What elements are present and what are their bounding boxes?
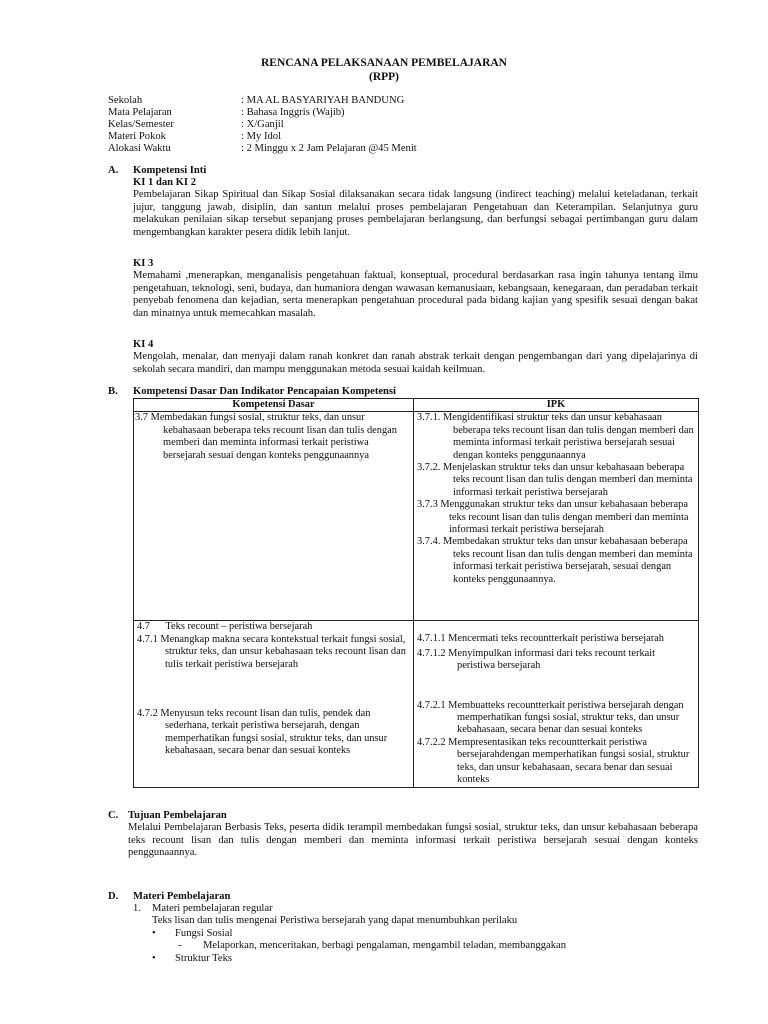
ipk-cell — [414, 412, 699, 621]
section-c-letter: C. — [108, 810, 119, 821]
kd-4-7: 4.7 Teks recount – peristiwa bersejarah — [137, 621, 313, 633]
ipk-3-7-1: 3.7.1. Mengidentifikasi struktur teks dan unsur kebahasaan beberapa teks recount lisan dan tulis dengan memberi dan meminta informasi terkait peristiwa bersejarah sesuai dengan konteks penggunaannya — [417, 412, 694, 461]
ki12-heading: KI 1 dan KI 2 — [133, 177, 196, 188]
info-row-time — [108, 143, 668, 156]
section-b-letter: B. — [108, 386, 118, 397]
bullet-item-social-function: Fungsi Sosial — [175, 928, 233, 939]
section-c-heading: Tujuan Pembelajaran — [128, 810, 227, 821]
section-c-text: Melalui Pembelajaran Berbasis Teks, peserta didik terampil membedakan fungsi sosial, struktur teks, dan unsur kebahasaan beberapa teks recount lisan dan tulis dengan memberi dan meminta informasi terkait peristiwa bersejarah sesuai dengan konteks penggunaannya. — [128, 822, 698, 859]
ipk-3-7-4: 3.7.4. Membedakan struktur teks dan unsur kebahasaan beberapa teks recount lisan dan tulis dengan memberi dan meminta informasi terkait peristiwa bersejarah, sesuai dengan konteks penggunaannya. — [417, 536, 693, 585]
kd-cell — [134, 621, 414, 788]
kd-4-7-2: 4.7.2 Menyusun teks recount lisan dan tulis, pendek dan sederhana, terkait peristiwa bersejarah, dengan memperhatikan fungsi sosial, struktur teks, dan unsur kebahasaan, secara benar dan sesuai konteks — [137, 708, 388, 757]
table-row — [134, 412, 699, 621]
kd-3-7: 3.7 Membedakan fungsi sosial, struktur teks, dan unsur kebahasaan beberapa teks recount lisan dan tulis dengan memberi dan meminta informasi terkait peristiwa bersejarah sesuai dengan konteks penggunaannya — [135, 412, 397, 461]
ki12-text: Pembelajaran Sikap Spiritual dan Sikap Sosial dilaksanakan secara tidak langsung (indirect teaching) melalui keteladanan, terkait jujur, tanggung jawab, disiplin, dan santun melalui proses pembelajaran Pengetahuan dan Keterampilan. Selanjutnya guru melakukan penilaian sikap tersebut sepanjang proses pembelajaran berlangsung, dan berfungsi sebagai pertimbangan guru dalam mengembangkan karakter pesera didik lebih lanjut. — [133, 189, 698, 238]
dash-item-social-function: Melaporkan, menceritakan, berbagi pengalaman, mengambil teladan, membanggakan — [203, 940, 566, 951]
ki3-text: Memahami ,menerapkan, menganalisis pengetahuan faktual, konseptual, procedural berdasarkan rasa ingin tahunya tentang ilmu pengetahuan, teknologi, seni, budaya, dan humaniora dengan wawasan kemanusiaan, kebangsaan, kenegaraan, dan peradaban terkait penyebab fenomena dan kejadian, serta menerapkan pengetahuan procedural pada bidang kajian yang spesifik sesuai dengan bakat dan minatnya untuk memecahkan masalah. — [133, 270, 698, 319]
info-label: Sekolah — [108, 95, 143, 106]
column-header-ipk: IPK — [414, 399, 699, 412]
info-value: : X/Ganjil — [241, 119, 284, 130]
ki3-heading: KI 3 — [133, 258, 154, 269]
bullet-icon: • — [152, 928, 156, 939]
kd-4-7-1: 4.7.1 Menangkap makna secara kontekstual terkait fungsi sosial, struktur teks, dan unsur kebahasaan teks recount lisan dan tulis terkait peristiwa bersejarah — [137, 633, 406, 670]
ki4-heading: KI 4 — [133, 339, 154, 350]
ipk-4-7-1-1: 4.7.1.1 Mencermati teks recountterkait peristiwa bersejarah — [417, 633, 664, 645]
column-header-kd: Kompetensi Dasar — [134, 399, 414, 412]
section-d-heading: Materi Pembelajaran — [133, 891, 231, 902]
info-label: Alokasi Waktu — [108, 143, 171, 154]
ipk-3-7-2: 3.7.2. Menjelaskan struktur teks dan unsur kebahasaan beberapa teks recount lisan dan tulis dengan memberi dan meminta informasi terkait peristiwa bersejarah — [417, 462, 693, 498]
table-header-row — [134, 399, 699, 412]
ipk-4-7-2-1: 4.7.2.1 Membuatteks recountterkait peristiwa bersejarah dengan memperhatikan fungsi sosial, struktur teks, dan unsur kebahasaan, secara benar dan sesuai konteks — [417, 699, 684, 736]
document-subtitle: (RPP) — [368, 71, 399, 83]
section-a-heading: Kompetensi Inti — [133, 165, 207, 176]
document-title: RENCANA PELAKSANAAN PEMBELAJARAN — [261, 57, 507, 69]
info-value: : Bahasa Inggris (Wajib) — [241, 107, 345, 118]
info-label: Kelas/Semester — [108, 119, 174, 130]
material-item-description: Teks lisan dan tulis mengenai Peristiwa bersejarah yang dapat menumbuhkan perilaku — [152, 915, 518, 926]
dash-icon: - — [178, 940, 182, 951]
info-label: Materi Pokok — [108, 131, 166, 142]
section-b-heading: Kompetensi Dasar Dan Indikator Pencapaian Kompetensi — [133, 386, 397, 397]
ki4-text: Mengolah, menalar, dan menyaji dalam ranah konkret dan ranah abstrak terkait dengan pengembangan dari yang dipelajarinya di sekolah secara mandiri, dan mampu menggunakan metoda sesuai kaidah keilmuan. — [133, 351, 698, 375]
info-value: : MA AL BASYARIYAH BANDUNG — [241, 95, 405, 106]
competency-table — [133, 398, 699, 788]
section-a-letter: A. — [108, 165, 119, 176]
ipk-cell — [414, 621, 699, 788]
bullet-item-text-structure: Struktur Teks — [175, 953, 233, 964]
info-label: Mata Pelajaran — [108, 107, 172, 118]
table-row — [134, 621, 699, 788]
material-item-number: 1. — [133, 903, 141, 914]
material-item-label: Materi pembelajaran regular — [152, 903, 273, 914]
info-value: : My Idol — [241, 131, 282, 142]
info-value: : 2 Minggu x 2 Jam Pelajaran @45 Menit — [241, 143, 417, 154]
ipk-4-7-2-2: 4.7.2.2 Mempresentasikan teks recountterkait peristiwa bersejarahdengan memperhatikan fungsi sosial, struktur teks, dan unsur kebahasaan, secara benar dan sesuai konteks — [417, 736, 690, 786]
bullet-icon: • — [152, 953, 156, 964]
kd-cell — [134, 412, 414, 621]
ipk-4-7-1-2: 4.7.1.2 Menyimpulkan informasi dari teks recount terkait peristiwa bersejarah — [417, 647, 656, 672]
section-d-letter: D. — [108, 891, 119, 902]
ipk-3-7-3: 3.7.3 Menggunakan struktur teks dan unsur kebahasaan beberapa teks recount lisan dan tulis dengan memberi dan meminta informasi terkait peristiwa bersejarah — [417, 499, 689, 536]
